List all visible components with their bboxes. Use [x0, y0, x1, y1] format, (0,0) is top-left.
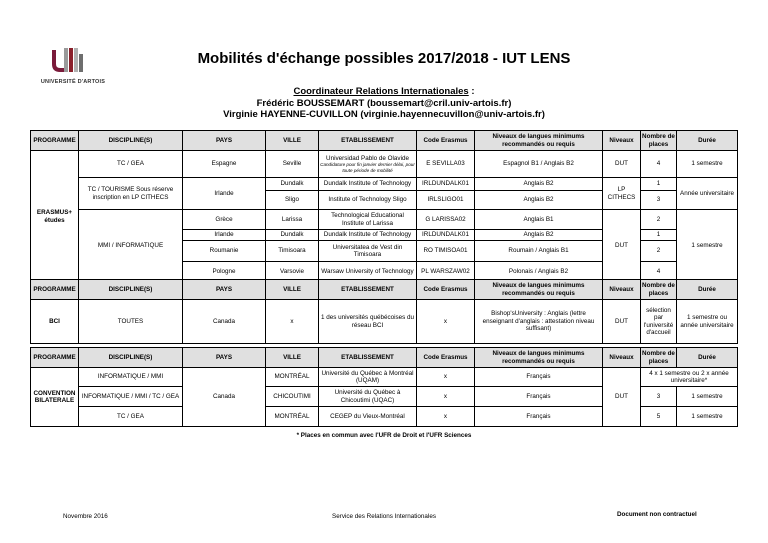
cell-code: x — [417, 300, 475, 344]
table-row — [31, 368, 738, 387]
cell-pays: Canada — [183, 368, 266, 427]
cell-pays: Irlande — [183, 178, 266, 210]
footnote: * Places en commun avec l'UFR de Droit et l'UFR Sciences — [296, 432, 472, 439]
coordinator-heading: Coordinateur Relations Internationales — [293, 86, 469, 97]
cell-code: IRLSLIGO01 — [417, 191, 475, 210]
cell-niveau: LP CITHECS — [603, 178, 641, 210]
cell-etablissement — [319, 151, 417, 178]
cell-discipline: TC / GEA — [79, 151, 183, 178]
bci-header-row — [31, 280, 738, 300]
cell-etablissement: CEGEP du Vieux-Montréal — [319, 407, 417, 427]
cell-places: 4 — [641, 262, 677, 283]
programme-erasmus: ERASMUS+ études — [31, 151, 79, 283]
cell-niveau: DUT — [603, 368, 641, 427]
cell-duree: 1 semestre — [677, 407, 738, 427]
convention-table — [30, 347, 738, 427]
cell-langues: Anglais B1 — [475, 210, 603, 230]
cell-ville: Seville — [266, 151, 319, 178]
header-niveaux: Niveaux — [603, 348, 641, 368]
bci-table — [30, 279, 738, 344]
cell-niveau: DUT — [603, 300, 641, 344]
cell-duree: 1 semestre — [677, 151, 738, 178]
header-etablissement: ETABLISSEMENT — [319, 131, 417, 151]
cell-etablissement: Technological Educational Institute of Larissa — [319, 210, 417, 230]
cell-pays: Roumanie — [183, 241, 266, 262]
cell-langues: Français — [475, 407, 603, 427]
cell-discipline: INFORMATIQUE / MMI — [79, 368, 183, 387]
cell-code: IRLDUNDALK01 — [417, 178, 475, 191]
cell-duree: 1 semestre ou année universitaire — [677, 300, 738, 344]
cell-langues: Anglais B2 — [475, 178, 603, 191]
cell-ville: MONTRÉAL — [266, 368, 319, 387]
cell-places: 3 — [641, 387, 677, 407]
header-duree: Durée — [677, 348, 738, 368]
erasmus-table — [30, 130, 738, 283]
cell-ville: MONTRÉAL — [266, 407, 319, 427]
cell-etablissement: 1 des universités québécoises du réseau BCI — [319, 300, 417, 344]
cell-ville: Varsovie — [266, 262, 319, 283]
cell-ville: CHICOUTIMI — [266, 387, 319, 407]
cell-langues: Français — [475, 368, 603, 387]
cell-discipline: TC / TOURISME Sous réserve inscription en LP CITHECS — [79, 178, 183, 210]
cell-places: 1 — [641, 230, 677, 241]
cell-duree: 1 semestre — [677, 387, 738, 407]
header-ville: VILLE — [266, 131, 319, 151]
cell-ville: Larissa — [266, 210, 319, 230]
cell-etablissement: Institute of Technology Sligo — [319, 191, 417, 210]
cell-langues: Espagnol B1 / Anglais B2 — [475, 151, 603, 178]
header-pays: PAYS — [183, 131, 266, 151]
table-row — [31, 300, 738, 344]
header-etablissement: ETABLISSEMENT — [319, 280, 417, 300]
cell-code: G LARISSA02 — [417, 210, 475, 230]
coordinator-line-2: Virginie HAYENNE-CUVILLON (virginie.hayennecuvillon@univ-artois.fr) — [223, 109, 545, 120]
footer-disclaimer: Document non contractuel — [617, 511, 697, 518]
convention-header-row — [31, 348, 738, 368]
cell-places: 5 — [641, 407, 677, 427]
cell-ville: x — [266, 300, 319, 344]
table-row — [31, 151, 738, 178]
cell-discipline: TOUTES — [79, 300, 183, 344]
etab-note: Candidature pour fin janvier dernier délai, pour toute période de mobilité — [320, 162, 415, 173]
cell-places: 2 — [641, 241, 677, 262]
cell-langues: Roumain / Anglais B1 — [475, 241, 603, 262]
cell-etablissement: Dundalk Institute of Technology — [319, 178, 417, 191]
header-discipline: DISCIPLINE(S) — [79, 348, 183, 368]
footer-date: Novembre 2016 — [63, 513, 108, 520]
cell-code: E SEVILLA03 — [417, 151, 475, 178]
cell-places: 2 — [641, 210, 677, 230]
programme-bci: BCI — [31, 300, 79, 344]
cell-etablissement: Warsaw University of Technology — [319, 262, 417, 283]
cell-pays: Canada — [183, 300, 266, 344]
cell-etablissement: Dundalk Institute of Technology — [319, 230, 417, 241]
cell-langues: Polonais / Anglais B2 — [475, 262, 603, 283]
cell-places: sélection par l'université d'accueil — [641, 300, 677, 344]
etab-name: Universidad Pablo de Olavide — [326, 154, 409, 162]
cell-langues: Français — [475, 387, 603, 407]
cell-ville: Sligo — [266, 191, 319, 210]
header-programme: PROGRAMME — [31, 348, 79, 368]
cell-pays: Espagne — [183, 151, 266, 178]
header-langues: Niveaux de langues minimums recommandés ou requis — [475, 280, 603, 300]
cell-discipline: MMI / INFORMATIQUE — [79, 210, 183, 283]
cell-code: PL WARSZAW02 — [417, 262, 475, 283]
cell-code: x — [417, 407, 475, 427]
cell-ville: Dundalk — [266, 178, 319, 191]
page-title: Mobilités d'échange possibles 2017/2018 - IUT LENS — [197, 50, 571, 67]
header-code: Code Erasmus — [417, 131, 475, 151]
cell-ville: Dundalk — [266, 230, 319, 241]
header-programme: PROGRAMME — [31, 280, 79, 300]
programme-convention: CONVENTION BILATERALE — [31, 368, 79, 427]
cell-pays: Grèce — [183, 210, 266, 230]
cell-discipline: INFORMATIQUE / MMI / TC / GEA — [79, 387, 183, 407]
header-programme: PROGRAMME — [31, 131, 79, 151]
header-etablissement: ETABLISSEMENT — [319, 348, 417, 368]
header-places: Nombre de places — [641, 280, 677, 300]
header-discipline: DISCIPLINE(S) — [79, 131, 183, 151]
header-code: Code Erasmus — [417, 348, 475, 368]
table-row — [31, 210, 738, 230]
cell-ville: Timisoara — [266, 241, 319, 262]
cell-code: x — [417, 387, 475, 407]
cell-places: 3 — [641, 191, 677, 210]
logo-caption: UNIVERSITÉ D'ARTOIS — [40, 79, 106, 85]
header-langues: Niveaux de langues minimums recommandés ou requis — [475, 348, 603, 368]
cell-etablissement: Universitatea de Vest din Timisoara — [319, 241, 417, 262]
cell-etablissement: Université du Québec à Chicoutimi (UQAC) — [319, 387, 417, 407]
coordinator-block — [0, 86, 768, 121]
coordinator-line-1: Frédéric BOUSSEMART (boussemart@cril.univ-artois.fr) — [256, 97, 512, 109]
header-langues: Niveaux de langues minimums recommandés ou requis — [475, 131, 603, 151]
header-niveaux: Niveaux — [603, 131, 641, 151]
table-row — [31, 178, 738, 191]
cell-duree: Année universitaire — [677, 178, 738, 210]
header-pays: PAYS — [183, 348, 266, 368]
cell-places: 4 — [641, 151, 677, 178]
cell-code: x — [417, 368, 475, 387]
cell-discipline: TC / GEA — [79, 407, 183, 427]
cell-duree: 1 semestre — [677, 210, 738, 283]
header-places: Nombre de places — [641, 348, 677, 368]
cell-langues: Anglais B2 — [475, 230, 603, 241]
cell-code: IRLDUNDALK01 — [417, 230, 475, 241]
erasmus-header-row — [31, 131, 738, 151]
cell-langues: Anglais B2 — [475, 191, 603, 210]
header-places: Nombre de places — [641, 131, 677, 151]
footer-service: Service des Relations Internationales — [332, 513, 436, 520]
cell-etablissement: Université du Québec à Montréal (UQAM) — [319, 368, 417, 387]
header-ville: VILLE — [266, 280, 319, 300]
cell-pays: Pologne — [183, 262, 266, 283]
cell-niveau: DUT — [603, 210, 641, 283]
header-code: Code Erasmus — [417, 280, 475, 300]
cell-code: RO TIMISOA01 — [417, 241, 475, 262]
header-pays: PAYS — [183, 280, 266, 300]
cell-places: 4 x 1 semestre ou 2 x année universitaire* — [641, 368, 738, 387]
header-ville: VILLE — [266, 348, 319, 368]
header-discipline: DISCIPLINE(S) — [79, 280, 183, 300]
header-niveaux: Niveaux — [603, 280, 641, 300]
coordinator-heading-suffix: : — [468, 86, 475, 97]
cell-langues: Bishop'sUniversity : Anglais (lettre enseignant d'anglais : attestation niveau suffisant) — [475, 300, 603, 344]
cell-pays: Irlande — [183, 230, 266, 241]
cell-niveau: DUT — [603, 151, 641, 178]
header-duree: Durée — [677, 131, 738, 151]
header-duree: Durée — [677, 280, 738, 300]
cell-places: 1 — [641, 178, 677, 191]
